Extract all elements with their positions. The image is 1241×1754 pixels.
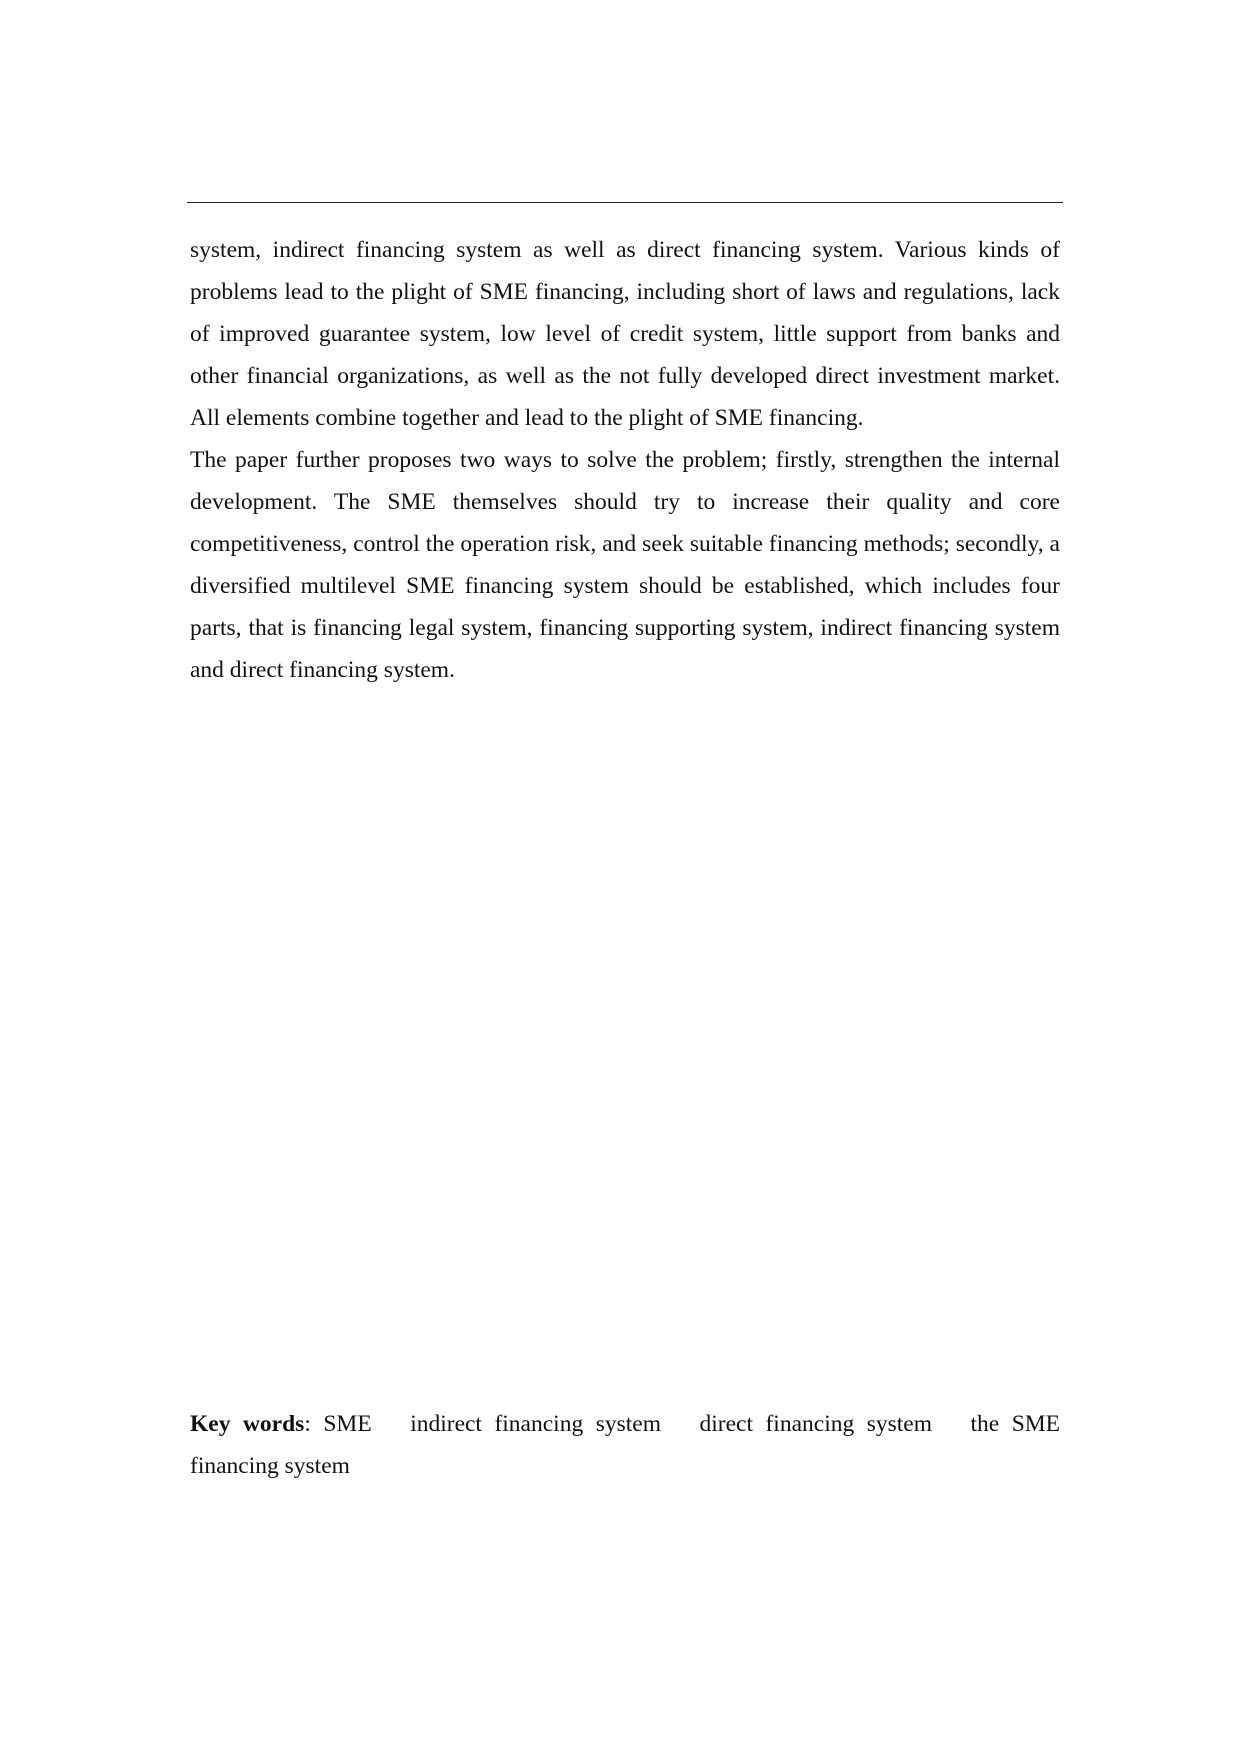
- abstract-paragraph-1: system, indirect financing system as well as direct financing system. Various kinds of problems lead to the plight of SME financing, including short of laws and regulations, lack of improved guarantee system, low level of credit system, little support from banks and other financial organizations, as well as the not fully developed direct investment market. All elements combine together and lead to the plight of SME financing.: [190, 237, 1060, 431]
- keywords-separator: :: [304, 1411, 311, 1437]
- keyword-item: the SME financing system: [190, 1411, 1061, 1479]
- keyword-item: indirect financing system: [410, 1411, 661, 1437]
- header-rule: [187, 202, 1063, 203]
- keywords-section: [190, 1403, 1060, 1487]
- abstract-paragraph-2: The paper further proposes two ways to solve the problem; firstly, strengthen the internal development. The SME themselves should try to increase their quality and core competitiveness, control the operation risk, and seek suitable financing methods; secondly, a diversified multilevel SME financing system should be established, which includes four parts, that is financing legal system, financing supporting system, indirect financing system and direct financing system.: [190, 447, 1060, 683]
- keyword-item: direct financing system: [699, 1411, 932, 1437]
- abstract-body: [190, 229, 1060, 691]
- keywords-label: Key words: [190, 1411, 305, 1437]
- keyword-item: SME: [323, 1411, 372, 1437]
